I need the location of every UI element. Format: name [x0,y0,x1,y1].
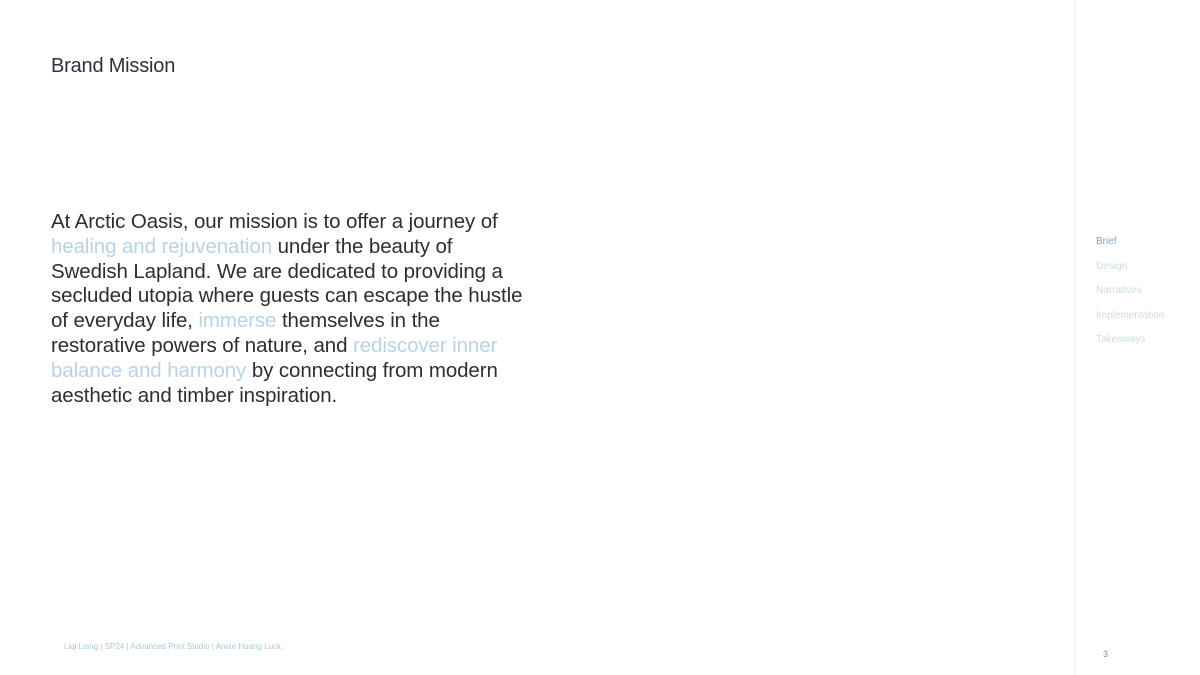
nav-item-brief[interactable]: Brief [1096,236,1117,247]
nav-item-implementation[interactable]: Implementation [1096,309,1165,321]
nav-item-takeaways[interactable]: Takeaways [1096,334,1146,345]
mission-text: by connecting from modern aesthetic and timber inspiration. [51,358,498,407]
page-number: 3 [1103,649,1109,659]
mission-text: under the beauty of Swedish Lapland. We are dedicated to providing a secluded utopia where guests can escape the hustle of everyday life, [51,234,523,333]
mission-text: At Arctic Oasis, our mission is to offer a journey of [51,210,498,233]
mission-text: themselves in the restorative powers of nature, and [51,309,440,357]
nav-item-design[interactable]: Design [1096,260,1128,272]
mission-highlight: healing and rejuvenation [51,234,272,258]
nav-item-narratives[interactable]: Narratives [1096,285,1142,296]
section-nav [1096,230,1164,353]
mission-highlight: immerse [198,309,277,333]
mission-statement [51,210,531,408]
page-title: Brand Mission [51,55,176,77]
footer-credit: Liqi Liang | SP24 | Advanced Print Studio | Annie Huang Luck [64,642,282,651]
sidebar-divider [1074,0,1075,675]
mission-highlight: rediscover inner balance and harmony [51,333,498,382]
